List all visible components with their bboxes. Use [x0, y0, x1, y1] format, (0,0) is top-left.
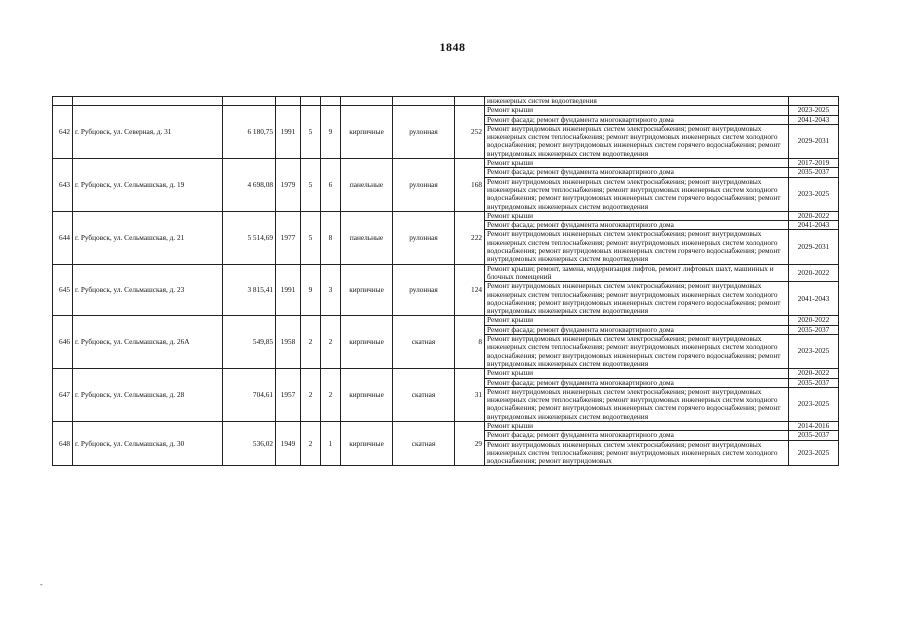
- entrances-cell: 2: [321, 316, 341, 369]
- floors-cell: 2: [301, 421, 321, 465]
- wall-material-cell: кирпичные: [341, 421, 393, 465]
- floors-cell: 9: [301, 264, 321, 316]
- work-cell: Ремонт внутридомовых инженерных систем электроснабжения; ремонт внутридомовых инженерных систем теплоснабжения; ремонт внутридомовых инженерных систем холодного водоснабжения; ремонт внутридомовых инженерных систем горячего водоснабжения; ремонт внутридомовых инженерных систем водоотведения: [485, 177, 789, 211]
- address-cell: г. Рубцовск, ул. Сельмашская, д. 19: [73, 159, 223, 212]
- floors-cell: 2: [301, 369, 321, 422]
- floors-cell: 2: [301, 316, 321, 369]
- residents-cell: 31: [455, 369, 485, 422]
- wall-material-cell: панельные: [341, 211, 393, 264]
- floors-cell: 5: [301, 211, 321, 264]
- area-cell: 3 815,41: [223, 264, 276, 316]
- residents-cell: 8: [455, 316, 485, 369]
- entrances-cell: 8: [321, 211, 341, 264]
- years-cell: 2020-2022: [789, 211, 839, 220]
- wall-material-cell: кирпичные: [341, 106, 393, 159]
- area-cell: 5 514,69: [223, 211, 276, 264]
- table-row: [53, 159, 839, 168]
- continuation-row: [53, 97, 839, 106]
- work-cell: Ремонт внутридомовых инженерных систем электроснабжения; ремонт внутридомовых инженерных систем теплоснабжения; ремонт внутридомовых инженерных систем холодного водоснабжения; ремонт внутридомовых инженерных систем горячего водоснабжения; ремонт внутридомовых инженерных систем водоотведения: [485, 387, 789, 421]
- scan-mark: -: [40, 580, 43, 589]
- row-number: 648: [53, 421, 73, 465]
- years-cell: 2014-2016: [789, 421, 839, 430]
- years-cell: 2041-2043: [789, 221, 839, 230]
- table-row: [53, 211, 839, 220]
- area-cell: 549,85: [223, 316, 276, 369]
- years-cell: 2035-2037: [789, 168, 839, 177]
- work-cell: Ремонт внутридомовых инженерных систем электроснабжения; ремонт внутридомовых инженерных систем теплоснабжения; ремонт внутридомовых инженерных систем холодного водоснабжения; ремонт внутридомовых инженерных систем горячего водоснабжения; ремонт внутридомовых инженерных систем водоотведения: [485, 230, 789, 264]
- work-cell: Ремонт фасада; ремонт фундамента многоквартирного дома: [485, 378, 789, 387]
- entrances-cell: 1: [321, 421, 341, 465]
- years-cell: 2035-2037: [789, 378, 839, 387]
- page-number: 1848: [439, 40, 466, 54]
- years-cell: 2023-2025: [789, 177, 839, 211]
- work-cell: Ремонт внутридомовых инженерных систем электроснабжения; ремонт внутридомовых инженерных систем теплоснабжения; ремонт внутридомовых инженерных систем холодного водоснабжения; ремонт внутридомовых инженерных систем горячего водоснабжения; ремонт внутридомовых инженерных систем водоотведения: [485, 282, 789, 316]
- area-cell: 6 180,75: [223, 106, 276, 159]
- years-cell: 2023-2025: [789, 387, 839, 421]
- years-cell: 2023-2025: [789, 335, 839, 369]
- address-cell: г. Рубцовск, ул. Сельмашская, д. 28: [73, 369, 223, 422]
- years-cell: 2029-2031: [789, 230, 839, 264]
- work-cell: Ремонт фасада; ремонт фундамента многоквартирного дома: [485, 115, 789, 124]
- row-number: 646: [53, 316, 73, 369]
- repair-program-table: [52, 96, 839, 466]
- work-cell: Ремонт крыши; ремонт, замена, модернизация лифтов, ремонт лифтовых шахт, машинных и блочных помещений: [485, 264, 789, 282]
- years-cell: 2035-2037: [789, 431, 839, 440]
- years-cell: 2023-2025: [789, 440, 839, 466]
- table-row: [53, 369, 839, 378]
- residents-cell: 252: [455, 106, 485, 159]
- address-cell: г. Рубцовск, ул. Северная, д. 31: [73, 106, 223, 159]
- wall-material-cell: кирпичные: [341, 316, 393, 369]
- roof-type-cell: рулонная: [393, 211, 455, 264]
- work-cell: Ремонт внутридомовых инженерных систем электроснабжения; ремонт внутридомовых инженерных систем теплоснабжения; ремонт внутридомовых инженерных систем холодного водоснабжения; ремонт внутридомовых инженерных систем горячего водоснабжения; ремонт внутридомовых инженерных систем водоотведения: [485, 124, 789, 158]
- wall-material-cell: кирпичные: [341, 264, 393, 316]
- work-cell: Ремонт фасада; ремонт фундамента многоквартирного дома: [485, 431, 789, 440]
- floors-cell: 5: [301, 106, 321, 159]
- work-cell: инженерных систем водоотведения: [485, 97, 789, 106]
- years-cell: 2029-2031: [789, 124, 839, 158]
- years-cell: 2035-2037: [789, 325, 839, 334]
- work-cell: Ремонт внутридомовых инженерных систем электроснабжения; ремонт внутридомовых инженерных систем теплоснабжения; ремонт внутридомовых инженерных систем холодного водоснабжения; ремонт внутридомовых: [485, 440, 789, 466]
- work-cell: Ремонт крыши: [485, 211, 789, 220]
- table-row: [53, 264, 839, 282]
- wall-material-cell: кирпичные: [341, 369, 393, 422]
- entrances-cell: 2: [321, 369, 341, 422]
- year-built-cell: 1957: [276, 369, 301, 422]
- year-built-cell: 1977: [276, 211, 301, 264]
- year-built-cell: 1979: [276, 159, 301, 212]
- roof-type-cell: скатная: [393, 369, 455, 422]
- roof-type-cell: рулонная: [393, 159, 455, 212]
- year-built-cell: 1958: [276, 316, 301, 369]
- address-cell: г. Рубцовск, ул. Сельмашская, д. 21: [73, 211, 223, 264]
- residents-cell: 124: [455, 264, 485, 316]
- row-number: 647: [53, 369, 73, 422]
- roof-type-cell: скатная: [393, 316, 455, 369]
- residents-cell: 222: [455, 211, 485, 264]
- work-cell: Ремонт крыши: [485, 106, 789, 115]
- work-cell: Ремонт внутридомовых инженерных систем электроснабжения; ремонт внутридомовых инженерных систем теплоснабжения; ремонт внутридомовых инженерных систем холодного водоснабжения; ремонт внутридомовых инженерных систем горячего водоснабжения; ремонт внутридомовых инженерных систем водоотведения: [485, 335, 789, 369]
- years-cell: 2020-2022: [789, 369, 839, 378]
- area-cell: 704,61: [223, 369, 276, 422]
- row-number: 642: [53, 106, 73, 159]
- table-row: [53, 421, 839, 430]
- residents-cell: 168: [455, 159, 485, 212]
- area-cell: 536,02: [223, 421, 276, 465]
- work-cell: Ремонт фасада; ремонт фундамента многоквартирного дома: [485, 325, 789, 334]
- entrances-cell: 3: [321, 264, 341, 316]
- area-cell: 4 698,08: [223, 159, 276, 212]
- work-cell: Ремонт фасада; ремонт фундамента многоквартирного дома: [485, 168, 789, 177]
- table-body: [53, 97, 839, 466]
- years-cell: 2017-2019: [789, 159, 839, 168]
- years-cell: 2023-2025: [789, 106, 839, 115]
- years-cell: 2041-2043: [789, 282, 839, 316]
- address-cell: г. Рубцовск, ул. Сельмашская, д. 26А: [73, 316, 223, 369]
- floors-cell: 5: [301, 159, 321, 212]
- table-row: [53, 316, 839, 325]
- address-cell: г. Рубцовск, ул. Сельмашская, д. 30: [73, 421, 223, 465]
- entrances-cell: 9: [321, 106, 341, 159]
- year-built-cell: 1949: [276, 421, 301, 465]
- years-cell: 2041-2043: [789, 115, 839, 124]
- work-cell: Ремонт крыши: [485, 421, 789, 430]
- years-cell: 2020-2022: [789, 264, 839, 282]
- row-number: 644: [53, 211, 73, 264]
- residents-cell: 29: [455, 421, 485, 465]
- years-cell: 2020-2022: [789, 316, 839, 325]
- work-cell: Ремонт фасада; ремонт фундамента многоквартирного дома: [485, 221, 789, 230]
- address-cell: г. Рубцовск, ул. Сельмашская, д. 23: [73, 264, 223, 316]
- year-built-cell: 1991: [276, 264, 301, 316]
- entrances-cell: 6: [321, 159, 341, 212]
- work-cell: Ремонт крыши: [485, 316, 789, 325]
- roof-type-cell: рулонная: [393, 264, 455, 316]
- row-number: 645: [53, 264, 73, 316]
- wall-material-cell: панельные: [341, 159, 393, 212]
- work-cell: Ремонт крыши: [485, 159, 789, 168]
- roof-type-cell: рулонная: [393, 106, 455, 159]
- roof-type-cell: скатная: [393, 421, 455, 465]
- work-cell: Ремонт крыши: [485, 369, 789, 378]
- row-number: 643: [53, 159, 73, 212]
- table-row: [53, 106, 839, 115]
- year-built-cell: 1991: [276, 106, 301, 159]
